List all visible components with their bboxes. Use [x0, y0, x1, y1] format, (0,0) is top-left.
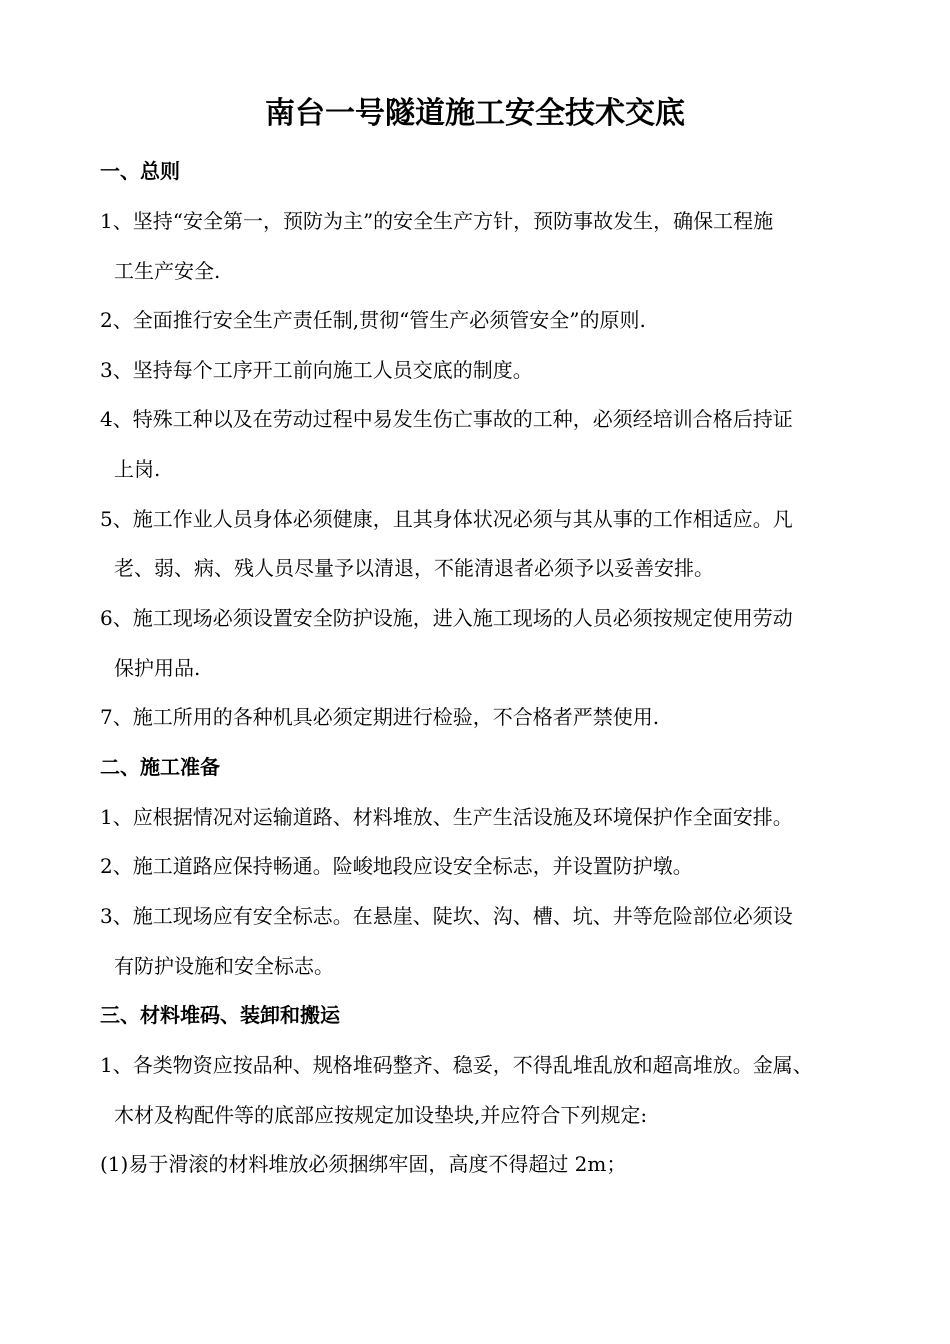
- paragraph-line: 木材及构配件等的底部应按规定加设垫块,并应符合下列规定:: [114, 1103, 648, 1127]
- paragraph-line: 4、特殊工种以及在劳动过程中易发生伤亡事故的工种，必须经培训合格后持证: [100, 407, 793, 431]
- section-heading-general: 一、总则: [100, 159, 180, 183]
- paragraph-line: (1)易于滑滚的材料堆放必须捆绑牢固，高度不得超过 2m；: [100, 1152, 627, 1176]
- section-heading-preparation: 二、施工准备: [100, 755, 220, 779]
- paragraph-line: 工生产安全.: [114, 259, 221, 283]
- paragraph-line: 3、施工现场应有安全标志。在悬崖、陡坎、沟、槽、坑、井等危险部位必须设: [100, 904, 793, 928]
- document-title: 南台一号隧道施工安全技术交底: [265, 96, 685, 131]
- paragraph-line: 2、全面推行安全生产责任制,贯彻“管生产必须管安全”的原则.: [100, 308, 646, 332]
- section-heading-materials: 三、材料堆码、装卸和搬运: [100, 1003, 340, 1027]
- paragraph-line: 6、施工现场必须设置安全防护设施，进入施工现场的人员必须按规定使用劳动: [100, 606, 793, 630]
- paragraph-line: 3、坚持每个工序开工前向施工人员交底的制度。: [100, 358, 533, 382]
- paragraph-line: 有防护设施和安全标志。: [114, 954, 334, 978]
- paragraph-line: 1、应根据情况对运输道路、材料堆放、生产生活设施及环境保护作全面安排。: [100, 805, 793, 829]
- paragraph-line: 2、施工道路应保持畅通。险峻地段应设安全标志，并设置防护墩。: [100, 854, 693, 878]
- paragraph-line: 1、各类物资应按品种、规格堆码整齐、稳妥，不得乱堆乱放和超高堆放。金属、: [100, 1053, 813, 1077]
- paragraph-line: 保护用品.: [114, 656, 201, 680]
- paragraph-line: 5、施工作业人员身体必须健康，且其身体状况必须与其从事的工作相适应。凡: [100, 507, 793, 531]
- paragraph-line: 老、弱、病、残人员尽量予以清退，不能清退者必须予以妥善安排。: [114, 556, 714, 580]
- paragraph-line: 7、施工所用的各种机具必须定期进行检验，不合格者严禁使用.: [100, 705, 660, 729]
- paragraph-line: 上岗.: [114, 457, 161, 481]
- paragraph-line: 1、坚持“安全第一，预防为主”的安全生产方针，预防事故发生，确保工程施: [100, 209, 774, 233]
